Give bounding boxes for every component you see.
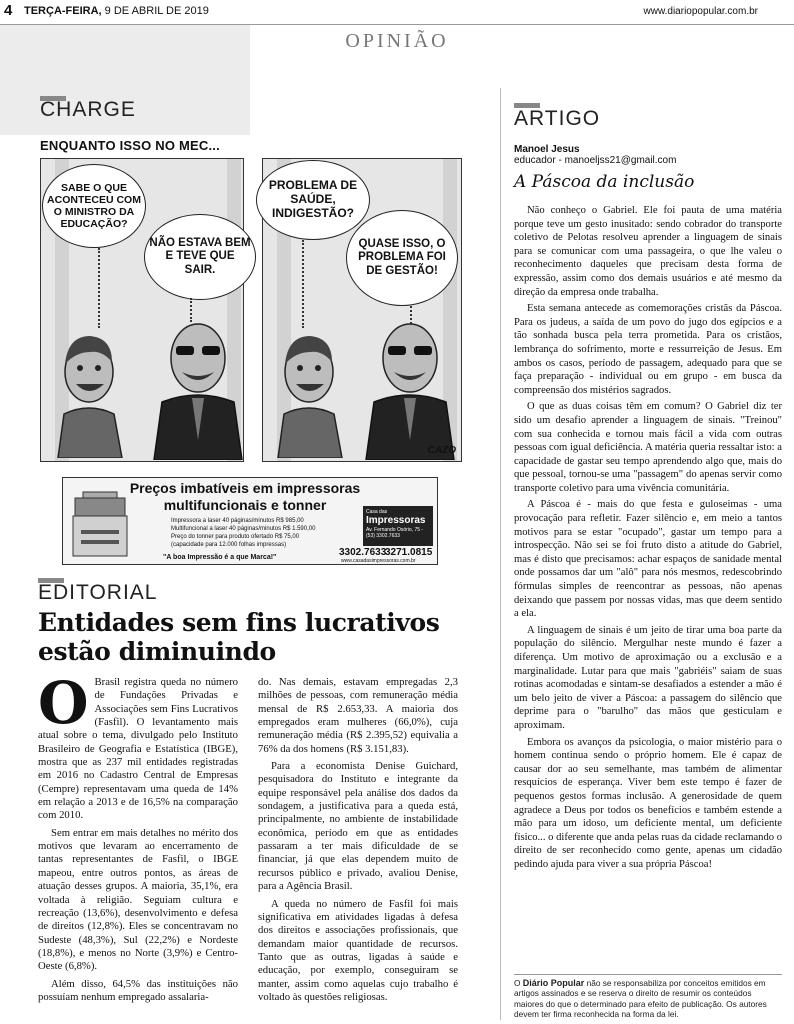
ad-store-logo <box>363 506 433 546</box>
section-title: OPINIÃO <box>345 30 449 52</box>
editorial-paragraph: Para a economista Denise Guichard, pesquisadora do Instituto e integrante da equipe responsável pela análise dos dados da sondagem, a justificativa para a queda está, principalmente, no ambiente de instabilidade econômica, período em que as entidades passaram a ter mais dificuldade de se financiar, já que elas dependem muito de recursos público e privado, avaliou Denise, para a Agência Brasil. <box>258 760 458 893</box>
cartoon-figure-minister-2 <box>362 310 458 460</box>
cartoon <box>40 158 462 462</box>
editorial-paragraph: A queda no número de Fasfil foi mais significativa em atividades ligadas à defesa dos direitos e associações profissionais, que demandam maior quantidade de recursos. Tanto que as outras, ligadas à saúde e educação, por exemplo, conseguiram se manter, assim como aquelas cujo trabalho é voltado às questões religiosas. <box>258 897 458 1003</box>
editorial-column-2 <box>258 676 458 1004</box>
article-paragraph: Não conheço o Gabriel. Ele foi pauta de uma matéria porque teve um gesto inusitado: sendo cobrador do transporte coletivo de Pelotas resolveu aprender a linguagem de sinais para se comunicar com uma passageira, o que lhe valeu o reconhecimento daqueles que precisam desta forma de expressão, assim como dos demais usuários e até mesmo da direção da empresa onde trabalha. <box>514 205 782 298</box>
editorial-paragraph: O Brasil registra queda no número de Fundações Privadas e Associações sem Fins Lucrativos (Fasfil). O levantamento mais atual sobre o tema, divulgado pelo Instituto Brasileiro de Geografia e Estatística (IBGE), mostra que as 237 mil entidades registradas em 2016 no Cadastro Central de Empresas (Cempre) representavam uma queda de 14% em relação a 2013 e de 16,5% na comparação com 2010. <box>38 669 238 822</box>
ad-url: www.casadasimpressoras.com.br <box>341 558 416 564</box>
printer-icon <box>71 490 129 560</box>
article-paragraph: Embora os avanços da psicologia, o maior mistério para o homem continua sendo o próprio homem. Ele é capaz de causar dor ao seu semelhante, mas também de alimentar resquícios de esperança. Viver bem este tempo é fazer de pequenos gestos formas inclusão. A generosidade de quem agradece a Deus por todos os benefícios e também estende a mão para um idoso, um deficiente mental, um deficiente físico... o diferente que anda pelas ruas da cidade reclamando o direito de ser reconhecido como gente, apenas um cidadão pedindo ajuda para viver a sua própria Páscoa! <box>514 736 782 870</box>
author-bio: educador - manoeljss21@gmail.com <box>514 155 677 166</box>
column-divider <box>500 88 501 1020</box>
ad-title-line-1: Preços imbatíveis em impressoras <box>129 480 361 496</box>
printer-advertisement[interactable] <box>62 477 438 565</box>
ad-phone-2: 3271.0815 <box>385 547 433 558</box>
ad-logo-big: Impressoras <box>366 515 426 526</box>
ad-price-line-4: (capacidade para 12.000 folhas impressas) <box>171 542 287 548</box>
cartoon-caption: ENQUANTO ISSO NO MEC... <box>40 138 220 153</box>
editorial-headline: Entidades sem fins lucrativos estão diminuindo <box>38 608 440 666</box>
editorial-paragraph: Sem entrar em mais detalhes no mérito dos motivos que levaram ao encerramento de tantas representantes de Fasfil, o IBGE mapeou, entre outros pontos, as áreas de atuação desses grupos. A maioria, 35,1%, era voltada à religião. Seguiam cultura e recreação (13,6%), desenvolvimento e defesa de direitos (12,8%). Eles se concentravam no Sudeste (48,3%), Sul (22,2%) e Nordeste (18,8%), e menos no Norte (3,9%) e Centro-Oeste (6,8%). <box>38 826 238 973</box>
speech-bubble-3: PROBLEMA DE SAÚDE, INDIGESTÃO? <box>256 160 370 240</box>
speech-bubble-1: SABE O QUE ACONTECEU COM O MINISTRO DA EDUCAÇÃO? <box>42 164 146 248</box>
editorial-column-1 <box>38 669 238 1004</box>
article-paragraph: O que as duas coisas têm em comum? O Gabriel diz ter sido um desafio aprender a linguagem de sinais. "Treinou" com sua conhecida e tornou mais fácil a vida com outras pessoas com igual deficiência. A matéria queria ressaltar isto: a capacidade de gastar seu tempo aprendendo algo que, mais do que pessoal, tornou-se uma "passagem" do apenas servir como transporte coletivo para uma vivência comunitária. <box>514 401 782 494</box>
page-header <box>0 0 794 25</box>
editorial-paragraph: do. Nas demais, estavam empregadas 2,3 milhões de pessoas, com remuneração média mensal de R$ 2.653,33. A maioria dos empregados eram mulheres (66,0%), cuja remuneração média (R$ 2.395,52) equivalia a 76% da dos homens (R$ 3.151,83). <box>258 676 458 755</box>
charge-kicker: CHARGE <box>40 98 136 121</box>
disclaimer-prefix: O <box>514 978 521 988</box>
article-paragraph: A Páscoa é - mais do que festa e guloseimas - uma provocação para refletir. Fazer silêncio e, em meio a tantos motivos para se estar "ocupado", gastar um tempo para a introspecção. Não sei se foi fruto disto a atitude do Gabriel, mas é disto que precisamos: achar espaços de sanidade mental onde possamos dar um "alô" para nós mesmos, redescobrindo fórmulas simples de reencontrar as pessoas, não apenas deixando que passem por nossas vidas, mas que deem sentido a ela. <box>514 499 782 620</box>
ad-title <box>127 480 363 514</box>
drop-cap: O <box>38 669 89 737</box>
page-number: 4 <box>4 2 13 19</box>
date-text: 9 DE ABRIL DE 2019 <box>104 5 209 17</box>
site-url[interactable]: www.diariopopular.com.br <box>643 6 758 17</box>
disclaimer-brand: Diário Popular <box>522 978 585 988</box>
article-title: A Páscoa da inclusão <box>514 172 695 192</box>
ad-price-line-3: Preço do tonner para produto ofertado R$ 75,00 <box>171 534 300 540</box>
ad-price-line-2: Multifuncional a laser 40 páginas/minutos R$ 1.590,00 <box>171 526 316 532</box>
speech-bubble-4: QUASE ISSO, O PROBLEMA FOI DE GESTÃO! <box>346 210 458 306</box>
speech-bubble-2: NÃO ESTAVA BEM E TEVE QUE SAIR. <box>144 214 256 300</box>
cartoon-figure-minister-1 <box>150 310 246 460</box>
cartoon-figure-young-man-2 <box>270 328 348 458</box>
author-name: Manoel Jesus <box>514 144 580 155</box>
article-body <box>514 204 782 872</box>
ad-slogan: "A boa Impressão é a que Marca!" <box>163 554 277 561</box>
ad-logo-small: Casa das <box>366 509 388 515</box>
article-author <box>514 144 676 166</box>
disclaimer-text: não se responsabiliza por conceitos emitidos em artigos assinados e se reserva o direito de resumir os conteúdos maiores do que o determinado para efeito de publicação. Os autores devem ter firma reconhecida na forma da lei. <box>514 978 767 1020</box>
ad-logo-address: Av. Fernando Osório, 75 - (53) 3302.7633 <box>366 527 424 539</box>
ad-price-line-1: Impressora a laser 40 páginas/minutos R$ 985,00 <box>171 518 304 524</box>
article-paragraph: A linguagem de sinais é um jeito de tirar uma boa parte da população do silêncio. Mergulhar neste mundo é fazer a diferença. Um motivo de aproximação ou a exclusão e a marginalidade. Lutar para que mais "gabriéis" saiam de suas rotinas acomodadas e sintam-se desafiados a estender a mão é um belo jeito de viver a Páscoa: a passagem do silêncio que deprime para o "barulho" das mãos que gesticulam e aproximam. <box>514 624 782 731</box>
publication-date <box>24 5 209 17</box>
day-of-week: TERÇA-FEIRA, <box>24 5 102 17</box>
cartoonist-signature: CAZO <box>427 445 456 456</box>
disclaimer <box>514 974 782 1020</box>
ad-phone-1: 3302.7633 <box>339 547 387 558</box>
artigo-kicker: ARTIGO <box>514 107 601 130</box>
cartoon-figure-young-man-1 <box>50 328 128 458</box>
editorial-paragraph: Além disso, 64,5% das instituições não possuíam nenhum empregado assalaria- <box>38 977 238 1003</box>
article-paragraph: Esta semana antecede as comemorações cristãs da Páscoa. Para os judeus, a saída de um povo do jugo dos egípcios e a tão sonhada busca pela terra prometida. Para os cristãos, lembrança do sofrimento, morte e ressurreição de Jesus. Em ambos os casos, período de passagem, adequado para que se faça preparação - individual ou em grupo - em busca da compreensão dos mistérios sagrados. <box>514 303 782 396</box>
editorial-kicker: EDITORIAL <box>38 581 158 604</box>
ad-title-line-2: multifuncionais e tonner <box>163 496 327 513</box>
